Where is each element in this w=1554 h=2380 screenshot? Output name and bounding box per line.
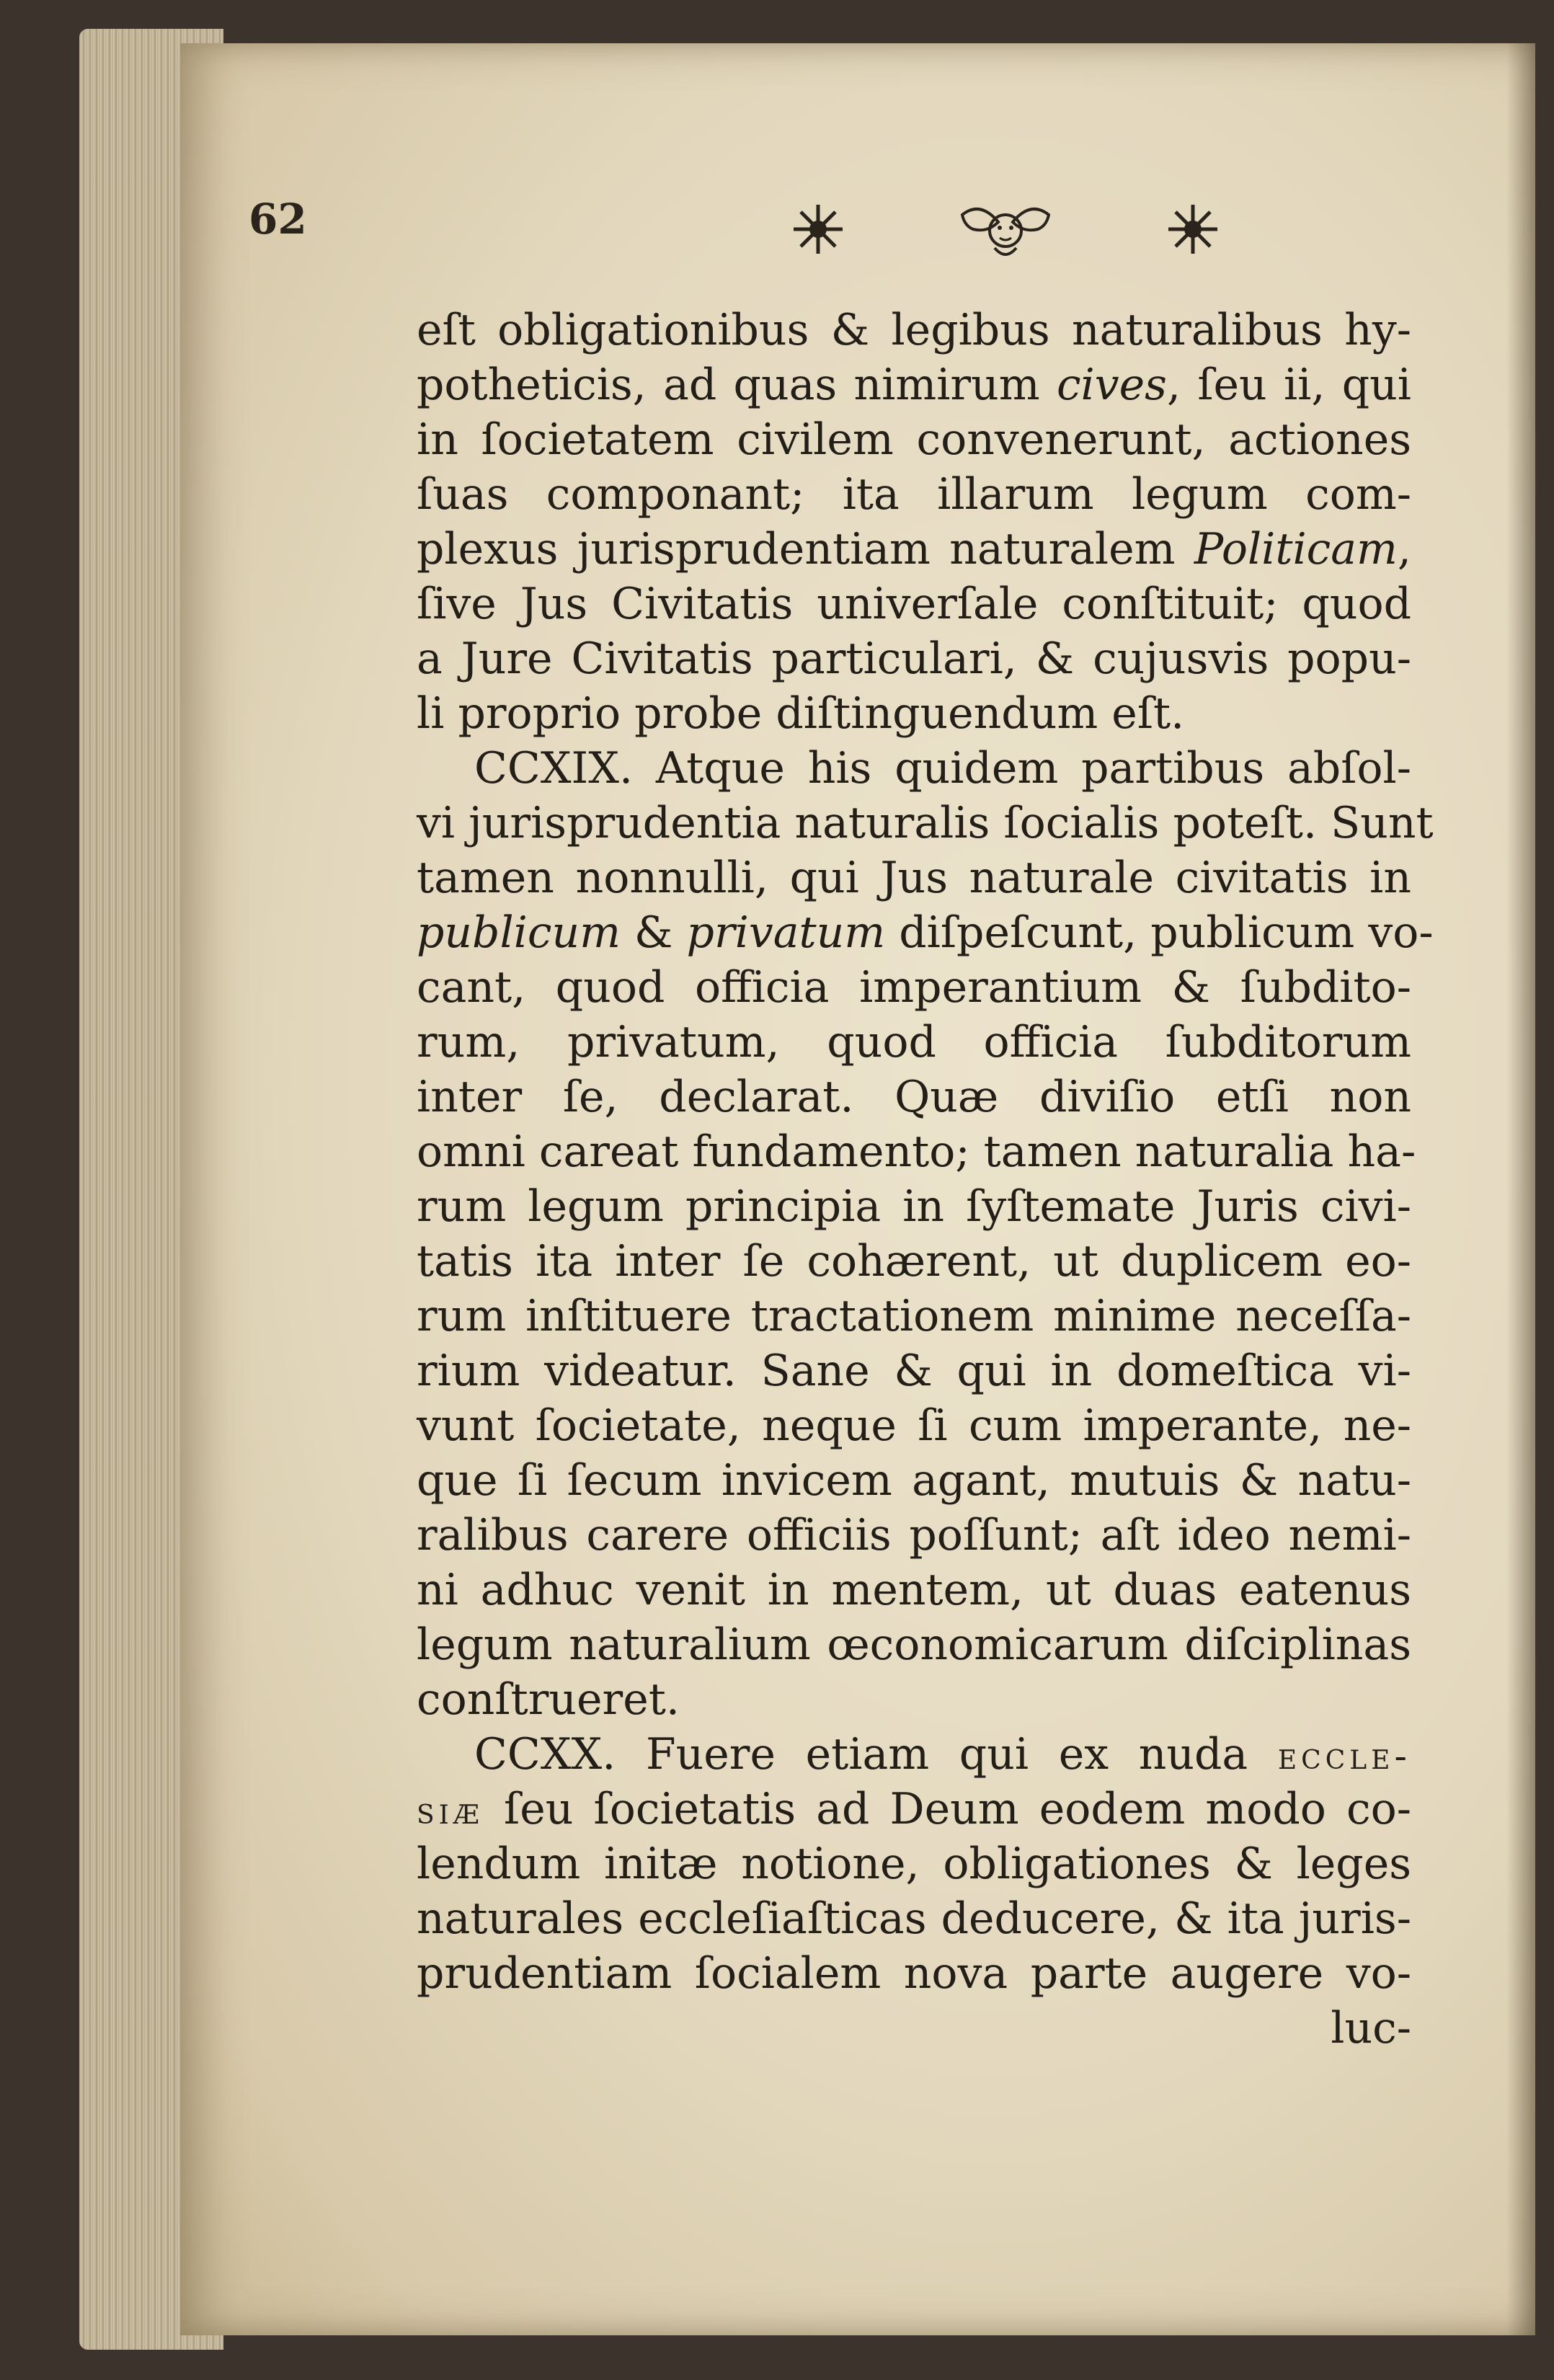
- text-line: que ſi ſecum invicem agant, mutuis & natu-: [417, 1455, 1411, 1506]
- text-line: publicum & privatum diſpeſcunt, publicum vo-: [417, 907, 1434, 958]
- star-ornament-left-icon: [789, 200, 847, 258]
- text-line: ſuas componant; ita illarum legum com-: [417, 469, 1411, 520]
- text-line: ſive Jus Civitatis univerſale conſtituit; quod: [417, 579, 1411, 629]
- paragraph-ccxix-start: CCXIX. Atque his quidem partibus abſol-: [474, 743, 1411, 794]
- text-line: omni careat fundamento; tamen naturalia ha-: [417, 1127, 1416, 1177]
- text-line: tatis ita inter ſe cohærent, ut duplicem eo-: [417, 1236, 1411, 1287]
- text-line: rum inſtituere tractationem minime neceſſa-: [417, 1291, 1411, 1341]
- body-text: [417, 303, 1434, 2056]
- cherub-ornament-icon: [959, 200, 1052, 265]
- catchword: luc-: [1331, 2003, 1411, 2053]
- star-ornament-right-icon: [1164, 200, 1222, 258]
- page-header: [249, 195, 1416, 274]
- text-line: siæ ſeu ſocietatis ad Deum eodem modo co-: [417, 1784, 1411, 1834]
- paragraph-ccxx-start: CCXX. Fuere etiam qui ex nuda eccle-: [474, 1729, 1411, 1780]
- page-number: 62: [249, 195, 307, 244]
- text-line: tamen nonnulli, qui Jus naturale civitatis in: [417, 853, 1411, 903]
- text-line: conſtrueret.: [417, 1674, 680, 1725]
- text-line: prudentiam ſocialem nova parte augere vo-: [417, 1948, 1411, 1999]
- text-line: rum, privatum, quod officia ſubditorum: [417, 1017, 1411, 1067]
- text-line: rium videatur. Sane & qui in domeſtica vi-: [417, 1346, 1411, 1396]
- text-line: naturales eccleſiaſticas deducere, & ita juris-: [417, 1893, 1411, 1944]
- text-line: vi jurisprudentia naturalis ſocialis poteſt. Sunt: [417, 798, 1434, 848]
- text-line: inter ſe, declarat. Quæ diviſio etſi non: [417, 1072, 1411, 1122]
- text-line: ni adhuc venit in mentem, ut duas eatenus: [417, 1565, 1411, 1615]
- text-line: rum legum principia in ſyſtemate Juris civi-: [417, 1181, 1411, 1232]
- text-line: ralibus carere officiis poſſunt; aſt ideo nemi-: [417, 1510, 1411, 1560]
- text-line: plexus jurisprudentiam naturalem Politicam,: [417, 524, 1411, 574]
- text-line: potheticis, ad quas nimirum cives, ſeu ii, qui: [417, 360, 1411, 410]
- text-line: in ſocietatem civilem convenerunt, actiones: [417, 414, 1411, 465]
- text-line: legum naturalium œconomicarum diſciplinas: [417, 1620, 1411, 1670]
- text-line: cant, quod officia imperantium & ſubdito-: [417, 962, 1411, 1013]
- text-line: vunt ſocietate, neque ſi cum imperante, ne-: [417, 1400, 1411, 1451]
- text-line: a Jure Civitatis particulari, & cujusvis popu-: [417, 634, 1411, 684]
- text-line: eſt obligationibus & legibus naturalibus hy-: [417, 305, 1411, 355]
- spine-shadow: [1506, 43, 1535, 2335]
- text-line: li proprio probe diſtinguendum eſt.: [417, 688, 1185, 739]
- text-line: lendum initæ notione, obligationes & leges: [417, 1839, 1411, 1889]
